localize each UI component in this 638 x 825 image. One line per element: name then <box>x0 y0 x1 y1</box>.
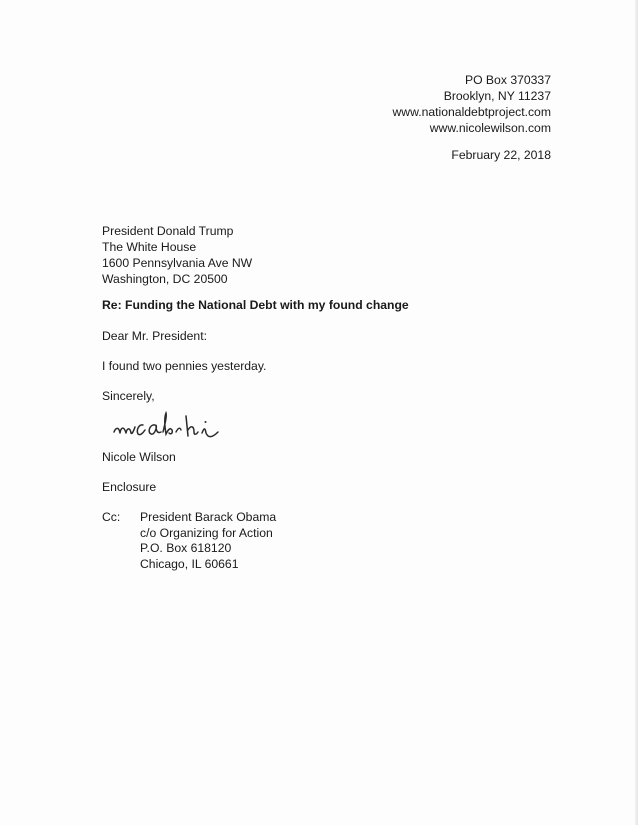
letter-body: I found two pennies yesterday. <box>102 359 267 373</box>
enclosure-notation: Enclosure <box>102 480 157 494</box>
letter-date: February 22, 2018 <box>451 148 551 162</box>
cc-address-block <box>140 510 276 572</box>
cc-line-3: Chicago, IL 60661 <box>140 556 239 571</box>
cc-label: Cc: <box>102 510 121 524</box>
cc-name: President Barack Obama <box>140 510 277 524</box>
cc-line-2: P.O. Box 618120 <box>140 541 232 555</box>
handwritten-signature <box>110 408 245 444</box>
sender-po-box: PO Box 370337 <box>464 73 551 87</box>
recipient-name: President Donald Trump <box>102 224 234 238</box>
closing: Sincerely, <box>102 389 155 403</box>
recipient-line-3: Washington, DC 20500 <box>102 272 228 286</box>
recipient-line-1: The White House <box>102 240 197 254</box>
sender-address-block <box>392 72 551 136</box>
cc-line-1: c/o Organizing for Action <box>140 525 273 540</box>
recipient-line-2: 1600 Pennsylvania Ave NW <box>102 256 253 270</box>
sender-city-state: Brooklyn, NY 11237 <box>443 89 551 103</box>
sender-website-debt-project: www.nationaldebtproject.com <box>392 105 551 119</box>
salutation: Dear Mr. President: <box>102 329 207 343</box>
recipient-address-block <box>102 223 252 287</box>
subject-line: Re: Funding the National Debt with my found change <box>102 298 409 312</box>
signer-name: Nicole Wilson <box>102 450 176 464</box>
sender-website-personal: www.nicolewilson.com <box>429 121 551 135</box>
